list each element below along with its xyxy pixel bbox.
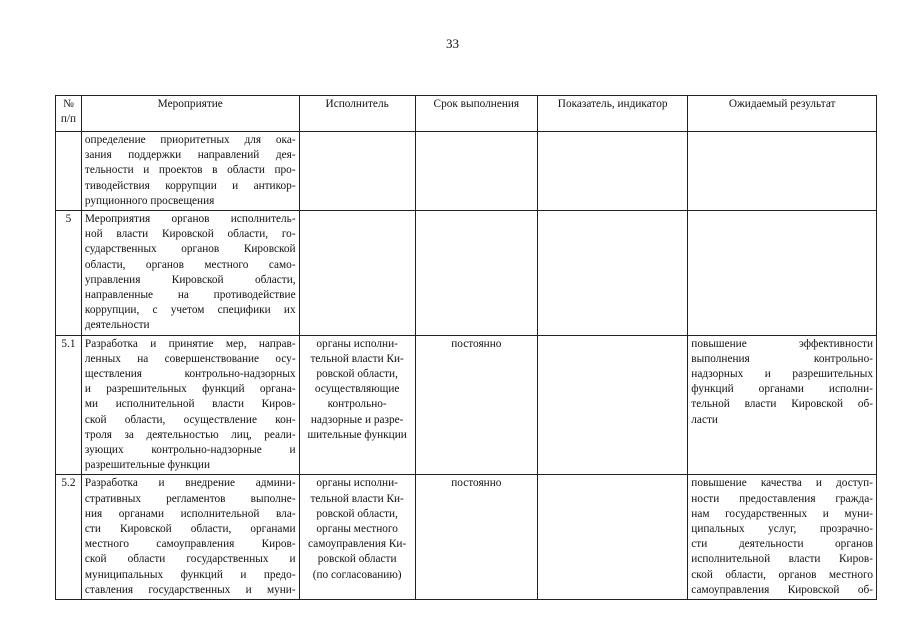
term-cell bbox=[415, 132, 537, 211]
table-row bbox=[56, 335, 877, 475]
result-cell-line: ности предоставления гражда- bbox=[691, 492, 873, 505]
table-row bbox=[56, 211, 877, 336]
result-cell-line: сти деятельности органов bbox=[691, 538, 873, 551]
result-cell bbox=[688, 335, 877, 475]
action-cell-line: деятельности bbox=[84, 319, 150, 332]
result-cell bbox=[688, 211, 877, 336]
result-cell-line: самоуправления Кировской об- bbox=[691, 583, 873, 596]
action-cell-line: определение приоритетных для ока- bbox=[84, 134, 296, 146]
executor-cell bbox=[299, 132, 415, 211]
executor-cell-line: шительные функции bbox=[307, 428, 407, 441]
header-executor: Исполнитель bbox=[299, 96, 415, 132]
action-cell-line: разрешительные функции bbox=[84, 459, 211, 472]
action-cell-line: и разрешительных функций органа- bbox=[84, 383, 296, 396]
action-cell-line: направленные на противодействие bbox=[84, 289, 296, 302]
action-cell bbox=[81, 132, 299, 211]
table-header-row bbox=[56, 96, 877, 132]
indicator-cell bbox=[538, 475, 688, 600]
header-action: Мероприятие bbox=[81, 96, 299, 132]
indicator-cell bbox=[538, 335, 688, 475]
action-cell-line: сударственных органов Кировской bbox=[84, 243, 296, 256]
action-cell-line: сти Кировской области, органами bbox=[84, 523, 296, 536]
table-row bbox=[56, 475, 877, 600]
result-cell-line: ской области, органов местного bbox=[691, 568, 873, 581]
result-cell-line: исполнительной власти Киров- bbox=[691, 553, 873, 566]
action-cell-line: тельности и проектов в области про- bbox=[84, 164, 296, 177]
action-cell bbox=[81, 211, 299, 336]
action-cell-line: ми исполнительной власти Киров- bbox=[84, 398, 296, 411]
measures-table bbox=[55, 95, 877, 600]
action-cell-line: области, органов местного само- bbox=[84, 258, 296, 271]
executor-cell-line: контрольно- bbox=[327, 398, 387, 411]
result-cell-line: функций органами исполни- bbox=[691, 383, 873, 396]
indicator-cell bbox=[538, 132, 688, 211]
action-cell-line: ной власти Кировской области, го- bbox=[84, 228, 296, 241]
header-term: Срок выполнения bbox=[415, 96, 537, 132]
action-cell-line: ния органами исполнительной вла- bbox=[84, 507, 296, 520]
result-cell-line: ласти bbox=[691, 413, 718, 426]
result-cell-line: выполнения контрольно- bbox=[691, 352, 873, 365]
action-cell-line: зания поддержки направлений дея- bbox=[84, 149, 296, 162]
executor-cell-line: (по согласованию) bbox=[312, 568, 402, 581]
row-number: 5 bbox=[56, 211, 82, 336]
action-cell-line: ской области, осуществление кон- bbox=[84, 413, 296, 426]
action-cell-line: зующих контрольно-надзорные и bbox=[84, 444, 296, 457]
executor-cell-line: самоуправления Ки- bbox=[308, 538, 407, 551]
action-cell-line: Разработка и принятие мер, направ- bbox=[84, 337, 296, 350]
executor-cell-line: органы местного bbox=[316, 523, 398, 536]
term-cell bbox=[415, 211, 537, 336]
executor-cell-line: тельной власти Ки- bbox=[310, 492, 404, 505]
action-cell-line: Разработка и внедрение админи- bbox=[84, 477, 296, 490]
executor-cell bbox=[299, 475, 415, 600]
action-cell bbox=[81, 335, 299, 475]
term-cell: постоянно bbox=[415, 475, 537, 600]
result-cell-line: надзорных и разрешительных bbox=[691, 368, 873, 381]
action-cell-line: местного самоуправления Киров- bbox=[84, 538, 296, 551]
executor-cell-line: ровской области, bbox=[316, 507, 398, 520]
header-result: Ожидаемый результат bbox=[688, 96, 877, 132]
result-cell-line: ципальных услуг, прозрачно- bbox=[691, 523, 873, 536]
action-cell-line: управления Кировской области, bbox=[84, 273, 296, 286]
action-cell-line: муниципальных функций и предо- bbox=[84, 568, 296, 581]
table-row bbox=[56, 132, 877, 211]
row-number bbox=[56, 132, 82, 211]
action-cell-line: ленных на совершенствование осу- bbox=[84, 352, 296, 365]
page-number: 33 bbox=[446, 36, 459, 51]
action-cell-line: коррупции, с учетом специфики их bbox=[84, 304, 296, 317]
result-cell-line: тельной власти Кировской об- bbox=[691, 398, 873, 411]
header-num: № п/п bbox=[56, 96, 82, 132]
action-cell-line: ской области государственных и bbox=[84, 553, 296, 566]
action-cell-line: троля за деятельностью лиц, реали- bbox=[84, 428, 296, 441]
executor-cell-line: осуществляющие bbox=[314, 383, 400, 396]
action-cell-line: ществления контрольно-надзорных bbox=[84, 368, 296, 381]
action-cell-line: тиводействия коррупции и антикор- bbox=[84, 179, 296, 192]
indicator-cell bbox=[538, 211, 688, 336]
executor-cell-line: надзорные и разре- bbox=[310, 413, 404, 426]
result-cell-line: повышение качества и доступ- bbox=[691, 477, 873, 490]
result-cell bbox=[688, 132, 877, 211]
result-cell bbox=[688, 475, 877, 600]
action-cell bbox=[81, 475, 299, 600]
result-cell-line: повышение эффективности bbox=[691, 337, 873, 350]
row-number: 5.1 bbox=[56, 335, 82, 475]
header-indicator: Показатель, индикатор bbox=[538, 96, 688, 132]
executor-cell bbox=[299, 335, 415, 475]
executor-cell-line: тельной власти Ки- bbox=[310, 352, 404, 365]
action-cell-line: Мероприятия органов исполнитель- bbox=[84, 213, 296, 226]
action-cell-line: ставления государственных и муни- bbox=[84, 583, 296, 596]
action-cell-line: стративных регламентов выполне- bbox=[84, 492, 296, 505]
action-cell-line: рупционного просвещения bbox=[84, 194, 215, 207]
executor-cell-line: органы исполни- bbox=[316, 337, 398, 350]
result-cell-line: нам государственных и муни- bbox=[691, 507, 873, 520]
executor-cell bbox=[299, 211, 415, 336]
executor-cell-line: органы исполни- bbox=[316, 477, 398, 490]
row-number: 5.2 bbox=[56, 475, 82, 600]
term-cell: постоянно bbox=[415, 335, 537, 475]
executor-cell-line: ровской области bbox=[317, 553, 397, 566]
executor-cell-line: ровской области, bbox=[316, 368, 398, 381]
